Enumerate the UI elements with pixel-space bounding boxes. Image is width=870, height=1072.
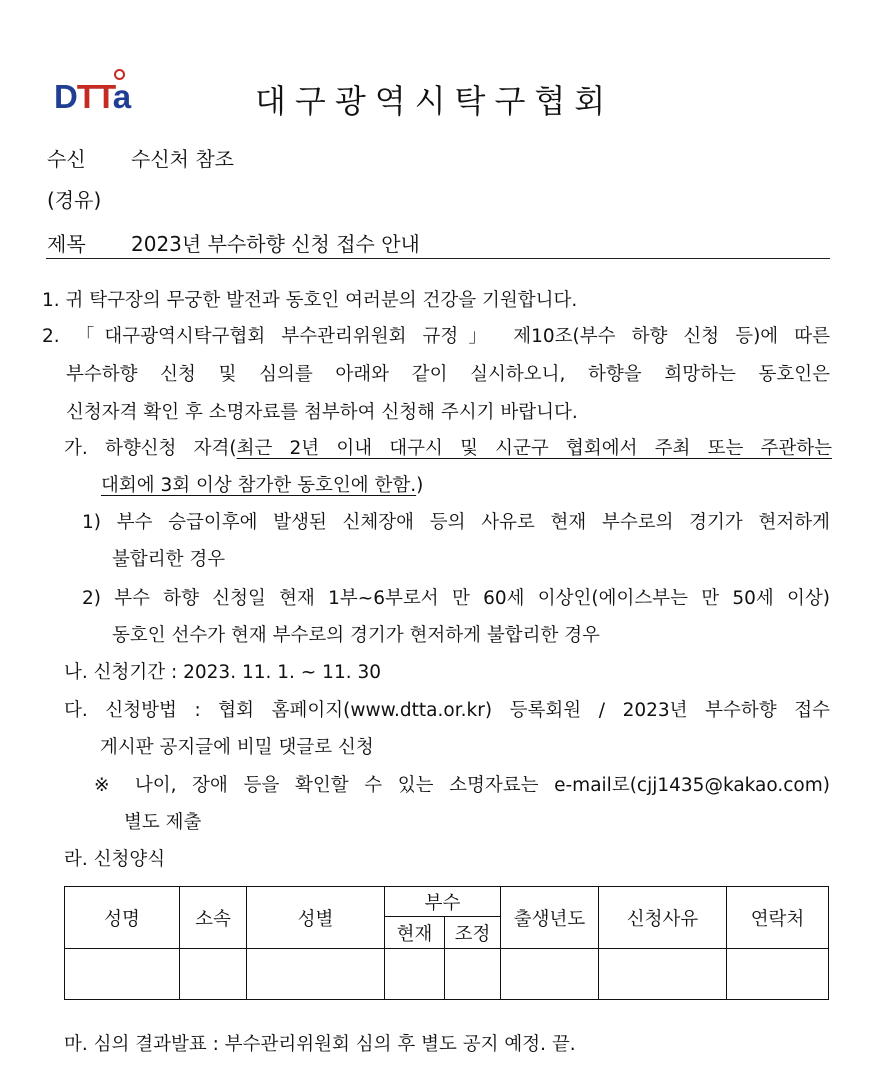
logo-letter-d: D <box>54 78 77 115</box>
col-division-header: 부수 <box>385 887 501 917</box>
cell-affiliation <box>180 949 247 1000</box>
item-ga-underlined-1: 최근 2년 이내 대구시 및 시군구 협회에서 주최 또는 주관하는 <box>236 438 832 459</box>
col-division-current-header: 현재 <box>385 917 445 949</box>
cell-name <box>65 949 180 1000</box>
cell-division-adjust <box>445 949 501 1000</box>
paragraph-2-line-2: 부수하향 신청 및 심의를 아래와 같이 실시하오니, 하향을 희망하는 동호인은 <box>66 364 830 385</box>
recipient-label: 수신 <box>47 147 86 171</box>
item-ga-1-line-1: 1) 부수 승급이후에 발생된 신체장애 등의 사유로 현재 부수로의 경기가 현저하게 <box>82 512 830 533</box>
item-na: 나. 신청기간 : 2023. 11. 1. ~ 11. 30 <box>64 662 382 683</box>
item-ga-2-line-2: 동호인 선수가 현재 부수로의 경기가 현저하게 불합리한 경우 <box>112 625 600 646</box>
cell-gender <box>247 949 385 1000</box>
col-contact-header: 연락처 <box>727 887 829 949</box>
cell-reason <box>599 949 727 1000</box>
col-division-adjust-header: 조정 <box>445 917 501 949</box>
col-name-header: 성명 <box>65 887 180 949</box>
item-ga-1-line-2: 불합리한 경우 <box>112 549 226 570</box>
item-da-line-1: 다. 신청방법 : 협회 홈페이지(www.dtta.or.kr) 등록회원 / 2023년 부수하향 접수 <box>64 700 830 721</box>
item-ma: 마. 심의 결과발표 : 부수관리위원회 심의 후 별도 공지 예정. 끝. <box>64 1034 576 1055</box>
cell-division-current <box>385 949 445 1000</box>
item-da-line-2: 게시판 공지글에 비밀 댓글로 신청 <box>100 737 374 758</box>
item-ga-underlined-2: 대회에 3회 이상 참가한 동호인에 한함. <box>101 475 417 496</box>
application-form-table <box>64 886 829 1000</box>
col-reason-header: 신청사유 <box>599 887 727 949</box>
logo-letters-tt: TT <box>76 78 113 115</box>
col-birth-year-header: 출생년도 <box>501 887 599 949</box>
recipient-value: 수신처 참조 <box>131 147 234 171</box>
col-gender-header: 성별 <box>247 887 385 949</box>
item-ga-2-line-1: 2) 부수 하향 신청일 현재 1부~6부로서 만 60세 이상인(에이스부는 만 50세 이상) <box>82 588 830 609</box>
note-line-2: 별도 제출 <box>124 812 202 833</box>
paragraph-2-line-1: 2. 「대구광역시탁구협회 부수관리위원회 규정」 제10조(부수 하향 신청 등)에 따른 <box>42 326 830 347</box>
logo-letter-a: a <box>112 78 131 115</box>
paragraph-1: 1. 귀 탁구장의 무궁한 발전과 동호인 여러분의 건강을 기원합니다. <box>42 290 578 311</box>
note-line-1: ※ 나이, 장애 등을 확인할 수 있는 소명자료는 e-mail로(cjj1435@kakao.com) <box>94 775 830 796</box>
dtta-logo <box>54 70 150 114</box>
organization-title: 대구광역시탁구협회 <box>255 82 615 120</box>
col-affiliation-header: 소속 <box>180 887 247 949</box>
cell-contact <box>727 949 829 1000</box>
item-ga-prefix: 가. 하향신청 자격( <box>64 438 237 459</box>
via-label: (경유) <box>47 188 102 212</box>
logo-ball-icon <box>114 69 125 80</box>
paragraph-2-line-3: 신청자격 확인 후 소명자료를 첨부하여 신청해 주시기 바랍니다. <box>66 402 578 423</box>
subject-value: 2023년 부수하향 신청 접수 안내 <box>131 232 420 256</box>
subject-label: 제목 <box>47 232 86 256</box>
table-row <box>65 949 829 1000</box>
item-ga-line-1 <box>64 434 832 460</box>
item-ra: 라. 신청양식 <box>64 849 166 870</box>
item-ga-suffix: ) <box>416 475 424 496</box>
item-ga-line-2 <box>101 471 423 497</box>
header-divider <box>46 258 830 259</box>
cell-birth-year <box>501 949 599 1000</box>
